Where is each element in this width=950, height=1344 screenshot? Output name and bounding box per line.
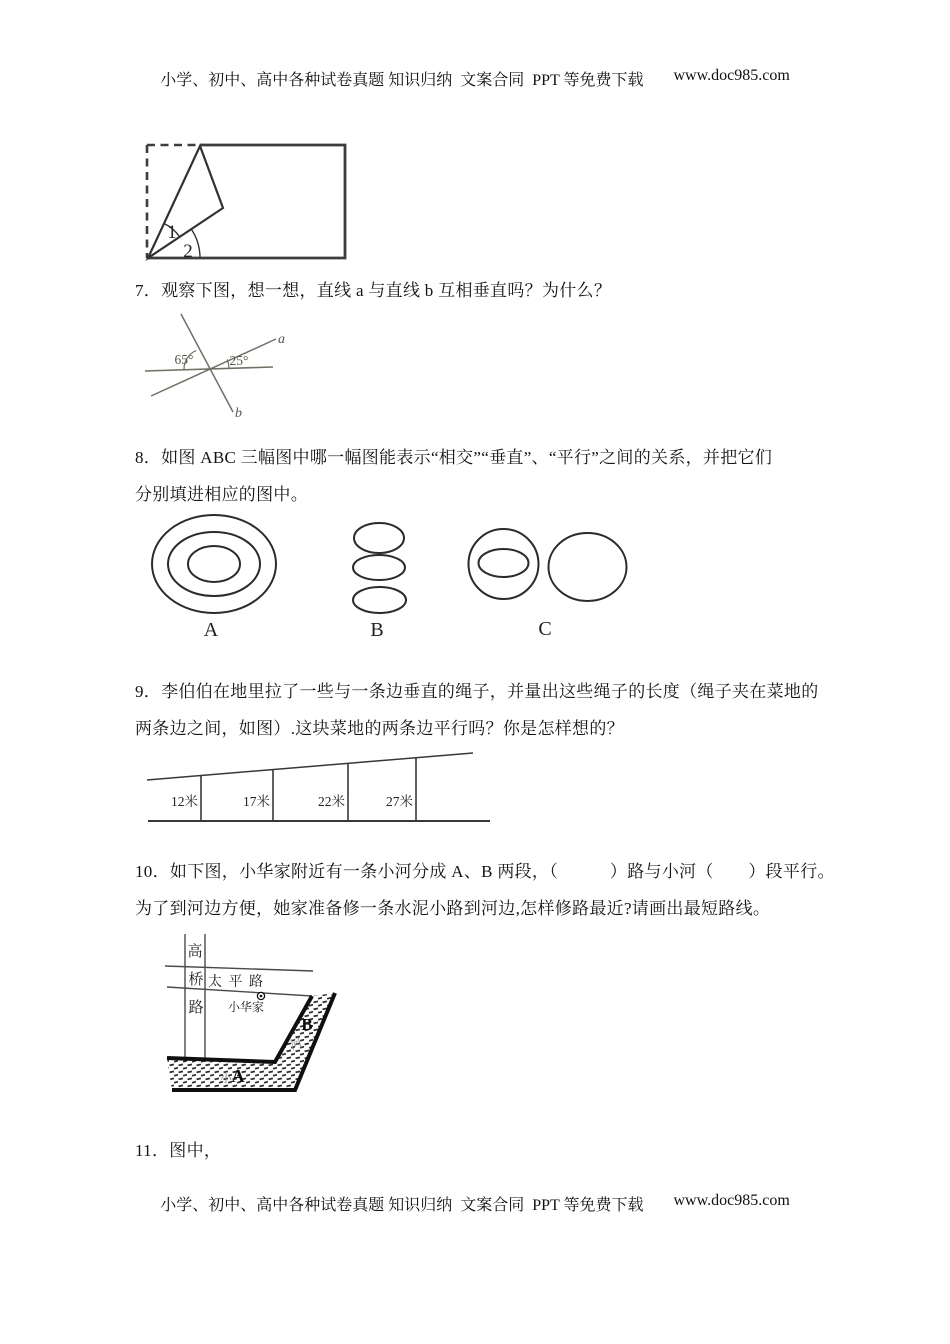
rope-1-length: 12米 [171, 794, 198, 809]
figure-crossing-lines [140, 308, 290, 423]
question-10-line2: 为了到河边方便，她家准备修一条水泥小路到河边,怎样修路最近?请画出最短路线。 [135, 899, 771, 918]
figure-relation-diagrams [145, 512, 645, 642]
road-name-char-gao: 高 [187, 944, 203, 960]
diagram-a-inner-ellipse [188, 546, 240, 582]
angle-65-label: 65° [174, 352, 194, 367]
rectangle-outline [148, 145, 345, 258]
footer-text: 小学、初中、高中各种试卷真题 知识归纳 文案合同 PPT 等免费下载 [160, 1197, 644, 1214]
diagram-c-inner-ellipse [479, 549, 529, 577]
xiaohua-home-label: 小华家 [228, 1000, 265, 1014]
rope-3-length: 22米 [318, 794, 345, 809]
diagram-b-top-ellipse [354, 523, 404, 553]
road-name-char-qiao: 桥 [188, 972, 204, 988]
river-segment-b-label: B [301, 1015, 313, 1034]
header-url: www.doc985.com [673, 67, 790, 84]
field-top-edge [147, 753, 473, 780]
diagram-b-bottom-ellipse [353, 587, 406, 613]
diagram-a-middle-ellipse [168, 532, 260, 596]
header-text: 小学、初中、高中各种试卷真题 知识归纳 文案合同 PPT 等免费下载 [160, 72, 644, 89]
taiping-road-label: 太 平 路 [208, 975, 265, 990]
rope-4-length: 27米 [386, 794, 413, 809]
page-header [0, 67, 950, 90]
river-name-char-xiao: 小 [219, 1071, 233, 1085]
angle1-label: 1 [167, 222, 177, 243]
river-name-char-he: 河 [288, 1035, 304, 1053]
footer-url: www.doc985.com [673, 1192, 790, 1209]
question-11-text: 11．图中， [135, 1141, 222, 1160]
figure-rope-measurements [145, 750, 500, 830]
question-7-text: 7．观察下图，想一想，直线 a 与直线 b 互相垂直吗？为什么？ [135, 281, 612, 300]
river-segment-a-label: A [231, 1066, 245, 1086]
figure-neighborhood-map [160, 930, 360, 1110]
line-b-label: b [235, 406, 242, 421]
road-name-char-lu: 路 [188, 1000, 204, 1016]
angle2-label: 2 [183, 241, 193, 262]
question-10-line1: 10．如下图，小华家附近有一条小河分成 A、B 两段，（ ）路与小河（ ）段平行。 [135, 862, 835, 881]
diagram-a-label: A [203, 619, 219, 641]
page-footer [0, 1192, 950, 1215]
question-9-line2: 两条边之间，如图）.这块菜地的两条边平行吗？你是怎样想的？ [135, 719, 624, 738]
diagram-c-right-circle [549, 533, 627, 601]
diagram-b-label: B [370, 619, 384, 641]
line-a-label: a [278, 332, 285, 347]
figure-folded-rectangle [140, 135, 355, 265]
taiping-road-top-line [165, 966, 313, 971]
home-marker-dot [260, 995, 263, 998]
question-8-line1: 8．如图 ABC 三幅图中哪一幅图能表示“相交”“垂直”、“平行”之间的关系，并把它们 [135, 448, 773, 467]
rope-2-length: 17米 [243, 794, 270, 809]
diagram-c-label: C [538, 618, 552, 640]
question-8-line2: 分别填进相应的图中。 [135, 485, 308, 504]
angle-25-label: 25° [229, 353, 249, 368]
question-9-line1: 9．李伯伯在地里拉了一些与一条边垂直的绳子，并量出这些绳子的长度（绳子夹在菜地的 [135, 682, 819, 701]
diagram-a-outer-ellipse [152, 515, 276, 613]
diagram-b-middle-ellipse [353, 555, 405, 580]
